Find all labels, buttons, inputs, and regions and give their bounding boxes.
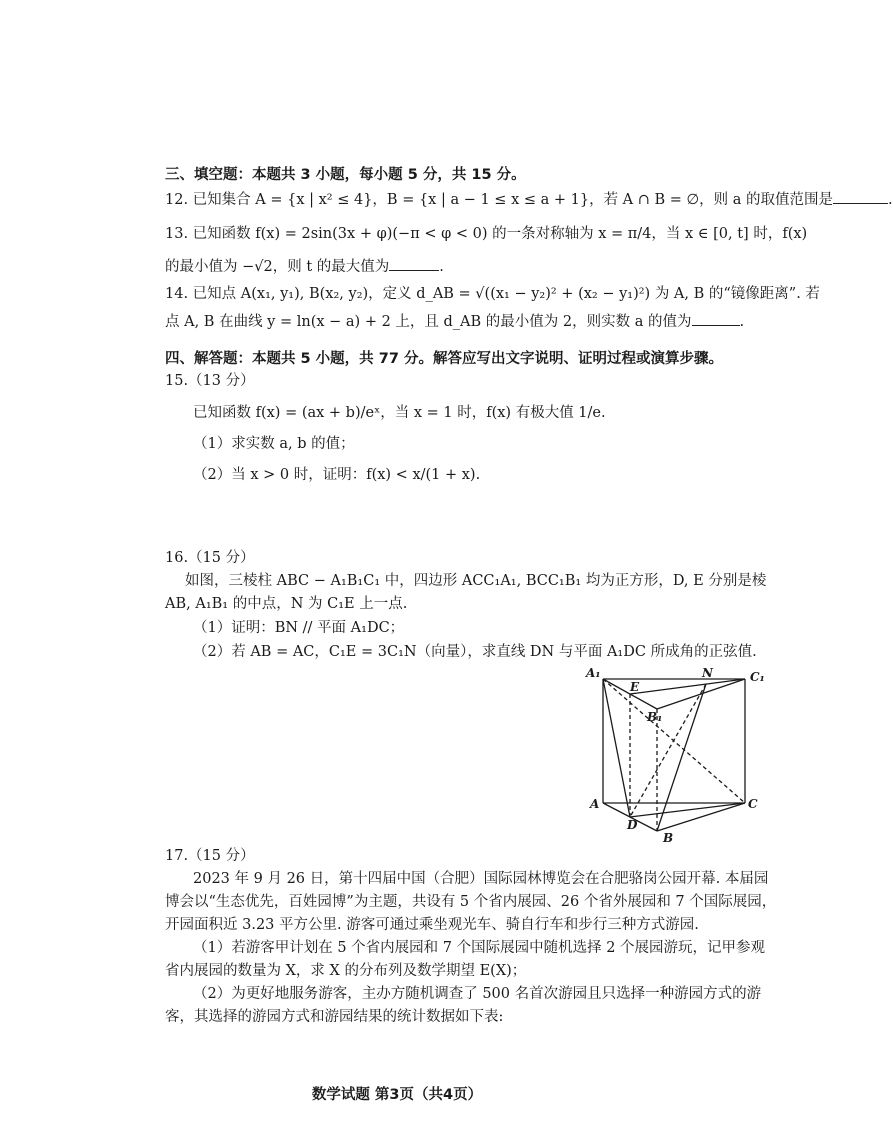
question-17-part1-line2: 省内展园的数量为 X，求 X 的分布列及数学期望 E(X)； (165, 963, 527, 979)
question-14-line2: 点 A, B 在曲线 y = ln(x − a) + 2 上，且 d_AB 的最小值为 2，则实数 a 的值为 . (165, 311, 744, 331)
question-17-line1: 2023 年 9 月 26 日，第十四届中国（合肥）国际园林博览会在合肥骆岗公园开幕. 本届园 (193, 871, 769, 887)
section3-heading: 三、填空题：本题共 3 小题，每小题 5 分，共 15 分。 (165, 167, 526, 183)
question-12-text: 12. 已知集合 A = {x | x² ≤ 4}，B = {x | a − 1 ≤ x ≤ a + 1}，若 A ∩ B = ∅，则 a 的取值范围是 (165, 192, 834, 208)
answer-blank (389, 256, 439, 271)
question-15-part2: （2）当 x > 0 时，证明：f(x) < x/(1 + x). (193, 467, 481, 483)
edge-bc (657, 803, 745, 831)
label-d: D (627, 818, 638, 832)
question-16-part1: （1）证明：BN // 平面 A₁DC； (193, 620, 405, 636)
question-15-stem: 已知函数 f(x) = (ax + b)/eˣ，当 x = 1 时，f(x) 有极大值 1/e. (193, 405, 606, 421)
answer-blank (692, 311, 740, 326)
label-a1: A₁ (586, 666, 601, 680)
answer-blank (833, 189, 888, 204)
label-n: N (702, 666, 713, 680)
question-17-line3: 开园面积近 3.23 平方公里. 游客可通过乘坐观光车、骑自行车和步行三种方式游园. (165, 917, 699, 933)
label-c1: C₁ (750, 670, 765, 684)
question-16-title: 16.（15 分） (165, 550, 255, 566)
question-16-part2: （2）若 AB = AC，C₁E = 3C₁N（向量），求直线 DN 与平面 A₁DC 所成角的正弦值. (193, 644, 757, 660)
question-13-line1: 13. 已知函数 f(x) = 2sin(3x + φ)(−π < φ < 0) 的一条对称轴为 x = π/4，当 x ∈ [0, t] 时，f(x) (165, 226, 808, 242)
section4-heading: 四、解答题：本题共 5 小题，共 77 分。解答应写出文字说明、证明过程或演算步骤。 (165, 351, 723, 367)
label-c: C (748, 797, 758, 811)
question-15-title: 15.（13 分） (165, 373, 255, 389)
question-17-part2-line2: 客，其选择的游园方式和游园结果的统计数据如下表: (165, 1009, 504, 1025)
question-15-part1: （1）求实数 a, b 的值； (193, 436, 355, 452)
question-16-stem-line1: 如图，三棱柱 ABC − A₁B₁C₁ 中，四边形 ACC₁A₁, BCC₁B₁ 均为正方形，D, E 分别是棱 (185, 573, 767, 589)
page-footer: 数学试题 第3页（共4页） (311, 1087, 483, 1103)
label-a: A (590, 797, 600, 811)
question-14-line1: 14. 已知点 A(x₁, y₁), B(x₂, y₂)，定义 d_AB = √((x₁ − y₂)² + (x₂ − y₁)²) 为 A, B 的“镜像距离”. 若 (165, 286, 820, 302)
question-13-line2: 的最小值为 −√2，则 t 的最大值为 . (165, 256, 444, 276)
question-12: 12. 已知集合 A = {x | x² ≤ 4}，B = {x | a − 1 ≤ x ≤ a + 1}，若 A ∩ B = ∅，则 a 的取值范围是 . (165, 189, 893, 209)
question-17-part2-line1: （2）为更好地服务游客，主办方随机调查了 500 名首次游园且只选择一种游园方式的游 (193, 986, 762, 1002)
segment-c1e (630, 679, 745, 694)
question-16-stem-line2: AB, A₁B₁ 的中点，N 为 C₁E 上一点. (165, 596, 408, 612)
question-17-line2: 博会以“生态优先，百姓园博”为主题，共设有 5 个省内展园、26 个省外展园和 7 个国际展园， (165, 894, 777, 910)
label-b: B (663, 831, 674, 845)
edge-b1c1 (657, 679, 745, 709)
label-e: E (630, 680, 640, 694)
segment-dc (630, 803, 745, 817)
prism-figure (585, 665, 765, 845)
label-b1: B₁ (647, 710, 663, 724)
question-17-title: 17.（15 分） (165, 848, 255, 864)
question-17-part1-line1: （1）若游客甲计划在 5 个省内展园和 7 个国际展园中随机选择 2 个展园游玩，记甲参观 (193, 940, 766, 956)
